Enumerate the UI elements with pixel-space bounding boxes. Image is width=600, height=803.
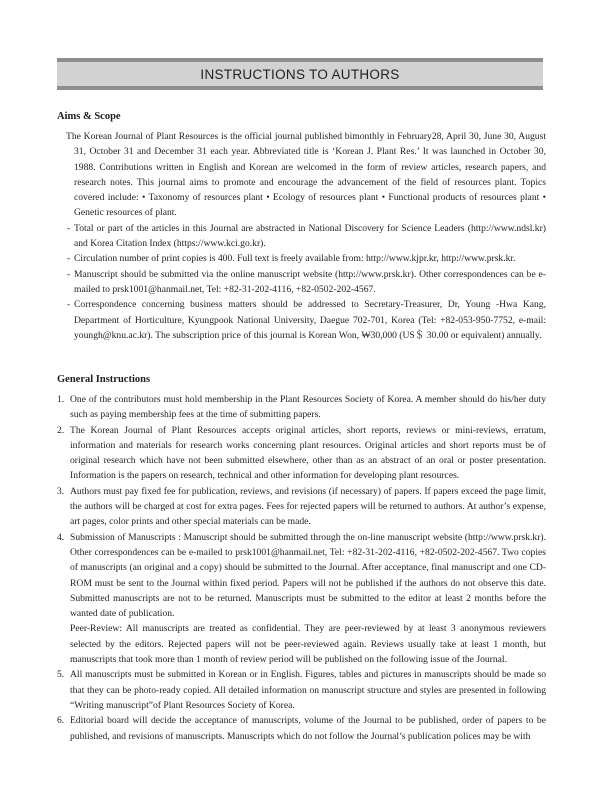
aims-scope-heading: Aims & Scope <box>57 111 121 122</box>
aims-item-2: - Circulation number of print copies is 400. Full text is freely available from: http://www.kjpr.kr, http://www.prsk.kr. <box>67 253 516 265</box>
aims-intro-paragraph: The Korean Journal of Plant Resources is the official journal published bimonthly in February28, April 30, June 30, August 31, October 31 and December 31 each year. Abbreviated title is ‘Korean J. Plant Res.’ It was launched in October 30, 1988. Contributions written in English and Korean are welcomed in the form of review articles, research papers, and research notes. This journal aims to promote and encourage the advancement of the field of resources plant. Topics covered include: • Taxonomy of resources plant • Ecology of resources plant • Functional products of resources plant • Genetic resources of plant. <box>66 131 546 219</box>
general-item-3: 3. Authors must pay fixed fee for publication, reviews, and revisions (if necessary) of papers. If papers exceed the page limit, the authors will be charged at cost for extra pages. Fees for rejected papers will be returned to authors. At author’s expense, art pages, color prints and other special materials can be made. <box>57 485 546 528</box>
general-item-5: 5. All manuscripts must be submitted in Korean or in English. Figures, tables and pictures in manuscripts should be made so that they can be photo-ready copied. All detailed information on manuscript structure and styles are presented in following “Writing manuscript”of Plant Resources Society of Korea. <box>57 669 546 711</box>
page-header-bar <box>57 58 543 90</box>
aims-item-4: - Correspondence concerning business matters should be addressed to Secretary-Treasurer, Dr, Young -Hwa Kang, Department of Horticulture, Kyungpook National University, Daegue 702-701, Korea (Tel: +82-053-950-7752, e-mail: youngh@knu.ac.kr). The subscription price of this journal is Korean Won, ₩30,000 (US＄ 30.00 or equivalent) annually. <box>67 299 546 341</box>
aims-item-3: - Manuscript should be submitted via the online manuscript website (http://www.prsk.kr). Other correspondences can be e-mailed to prsk1001@hanmail.net, Tel: +82-31-202-4116, +82-0502-202-4567. <box>67 268 546 295</box>
peer-review-paragraph: Peer-Review: All manuscripts are treated as confidential. They are peer-reviewed by at least 3 anonymous reviewers selected by the editors. Rejected papers will not be peer-reviewed again. Reviews usually take at least 1 month, but manuscripts that took more than 1 month of review period will be published on the following issue of the Journal. <box>70 623 546 666</box>
general-item-6: 6. Editorial board will decide the acceptance of manuscripts, volume of the Journal to be published, order of papers to be published, and revisions of manuscripts. Manuscripts which do not follow the Journal’s publication polices may be with <box>57 715 546 742</box>
aims-scope-section <box>57 129 546 343</box>
general-instructions-section <box>57 392 546 744</box>
general-item-4: 4. Submission of Manuscripts : Manuscript should be submitted through the on-line manuscript website (http://www.prsk.kr). Other correspondences can be e-mailed to prsk1001@hanmail.net, Tel: +82-31-202-4116, +82-0502-202-4567. Two copies of manuscripts (an original and a copy) should be submitted to the Journal. After acceptance, final manuscript and one CD-ROM must be sent to the Journal within fixed period. Papers will not be published if the authors do not observe this date. Submitted manuscripts are not to be returned. Manuscripts must be submitted to the editor at least 2 months before the wanted date of publication. Peer-Review: All manuscripts are treated as confidential. They are peer-reviewed by at least 3 anonymous reviewers selected by the editors. Rejected papers will not be peer-reviewed again. Reviews usually take at least 1 month, but manuscripts that took more than 1 month of review period will be published on the following issue of the Journal. <box>57 530 546 668</box>
general-instructions-heading: General Instructions <box>57 374 151 385</box>
general-item-2: 2. The Korean Journal of Plant Resources accepts original articles, short reports, reviews or mini-reviews, erratum, information and materials for research works concerning plant resources. Original articles and short reports must be of original research which have not been submitted elsewhere, other than as an abstract of an oral or poster presentation. Information is the papers on research, technical and other information for developing plant resources. <box>57 424 546 482</box>
aims-item-1: - Total or part of the articles in this Journal are abstracted in National Discovery for Science Leaders (http://www.ndsl.kr) and Korea Citation Index (https://www.kci.go.kr). <box>67 222 546 250</box>
general-item-1: 1. One of the contributors must hold membership in the Plant Resources Society of Korea. A member should do his/her duty such as paying membership fees at the time of submitting papers. <box>57 394 546 421</box>
page-title: INSTRUCTIONS TO AUTHORS <box>200 66 400 82</box>
